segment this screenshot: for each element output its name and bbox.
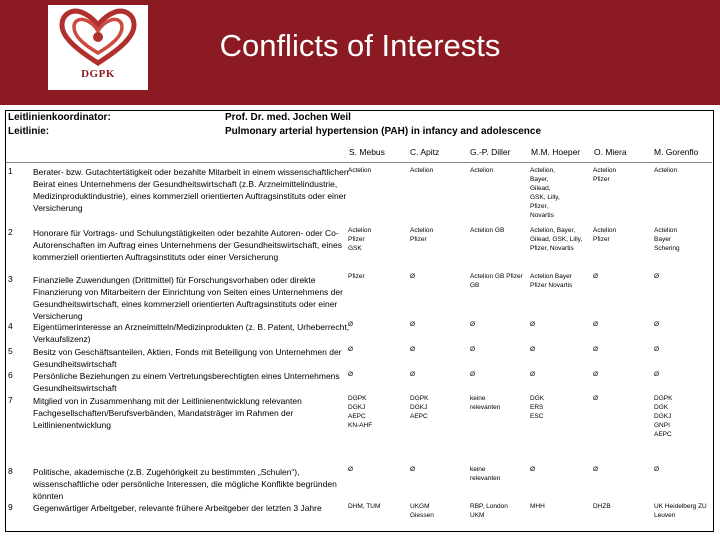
table-cell: Ø <box>530 346 536 353</box>
row-number: 2 <box>8 227 13 237</box>
row-number: 7 <box>8 395 13 405</box>
table-cell: Actelion Pfizer <box>593 167 617 183</box>
table-cell: Ø <box>470 346 476 353</box>
row-description: Finanzielle Zuwendungen (Drittmittel) für Forschungsvorhaben oder direkte Finanzierung von Mitarbeitern der Einrichtung von Seiten eines Unternehmens der Gesundheitswirtschaft, eines kommerziell orientierten Auftragsinstituts oder einer Versicherung <box>33 275 343 321</box>
table-cell: DHZB <box>593 503 611 510</box>
table-cell: DGPK DGK DGKJ GNPI AEPC <box>654 395 673 438</box>
column-header: M.M. Hoeper <box>531 147 581 157</box>
table-cell: Actelion Pfizer <box>593 227 617 243</box>
heart-logo-icon <box>48 5 148 67</box>
row-number: 5 <box>8 346 13 356</box>
column-header: M. Gorenflo <box>654 147 699 157</box>
row-number: 1 <box>8 166 13 176</box>
header-divider <box>6 162 712 163</box>
page-title: Conflicts of Interests <box>219 28 501 63</box>
row-number: 4 <box>8 321 13 331</box>
table-cell: Ø <box>348 346 354 353</box>
table-cell: Ø <box>410 371 416 378</box>
table-cell: Actelion Bayer Schering <box>654 227 680 252</box>
row-description: Eigentümerinteresse an Arzneimitteln/Medizinprodukten (z. B. Patent, Urheberrecht, Verkaufslizenz) <box>33 322 350 344</box>
table-cell: MHH <box>530 503 545 510</box>
table-cell: UK Heidelberg ZU Leuven <box>654 503 707 519</box>
table-cell: keine relevanten <box>470 395 501 411</box>
table-cell: Actelion Bayer Pfizer Novartis <box>530 273 573 289</box>
table-cell: Actelion GB Pfizer GB <box>470 273 523 289</box>
row-description: Mitglied von in Zusammenhang mit der Leitlinienentwicklung relevanten Fachgesellschaften/Berufsverbänden, Mandatsträger im Rahmen der Leitlinienentwicklung <box>33 396 302 430</box>
table-cell: Actelion, Bayer, Gilead, GSK, Lilly, Pfizer, Novartis <box>530 227 583 252</box>
row-number: 6 <box>8 370 13 380</box>
table-cell: Pfizer <box>348 273 365 280</box>
dgpk-logo <box>48 5 148 90</box>
table-cell: DGK ERS ESC <box>530 395 545 420</box>
table-cell: Ø <box>410 346 416 353</box>
column-header: S. Mebus <box>349 147 385 157</box>
row-number: 3 <box>8 274 13 284</box>
logo-text: DGPK <box>81 68 115 80</box>
row-description: Besitz von Geschäftsanteilen, Aktien, Fonds mit Beteiligung von Unternehmen der Gesundheitswirtschaft <box>33 347 342 369</box>
row-description: Gegenwärtiger Arbeitgeber, relevante frühere Arbeitgeber der letzten 3 Jahre <box>33 503 322 513</box>
table-cell: Ø <box>348 321 354 328</box>
table-cell: Actelion, Bayer, Gilead, GSK, Lilly, Pfizer, Novartis <box>530 167 560 219</box>
table-cell: DGPK DGKJ AEPC <box>410 395 429 420</box>
column-header: G.-P. Diller <box>470 147 511 157</box>
table-cell: Actelion Pfizer <box>410 227 434 243</box>
table-cell: Actelion GB <box>470 227 505 234</box>
row-description: Berater- bzw. Gutachtertätigkeit oder bezahlte Mitarbeit in einem wissenschaftlichen Beirat eines Unternehmens der Gesundheitswirtschaft (z.B. Arzneimittelindustrie, Medizinproduktindustrie), eines kommerziell orientierten Auftragsinstituts oder einer Versicherung <box>33 167 349 213</box>
table-cell: UKGM Giessen <box>410 503 434 519</box>
table-cell: Ø <box>410 321 416 328</box>
table-cell: Ø <box>530 371 536 378</box>
table-cell: Actelion <box>410 167 434 174</box>
row-description: Persönliche Beziehungen zu einem Vertretungsberechtigten eines Unternehmens Gesundheitswirtschaft <box>33 371 340 393</box>
table-cell: Ø <box>410 273 416 280</box>
coordinator-label: Leitlinienkoordinator: <box>8 112 111 123</box>
table-cell: Ø <box>654 273 660 280</box>
table-cell: DHM, TUM <box>348 503 381 510</box>
row-number: 9 <box>8 502 13 512</box>
table-cell: Ø <box>348 371 354 378</box>
row-description: Honorare für Vortrags- und Schulungstätigkeiten oder bezahlte Autoren- oder Co-Autorenschaften im Auftrag eines Unternehmens der Gesundheitswirtschaft, eines kommerziell orientierten Auftragsinstituts oder einer Versicherung <box>33 228 343 262</box>
table-cell: Actelion <box>470 167 494 174</box>
table-cell: Ø <box>593 466 599 473</box>
table-cell: Ø <box>654 346 660 353</box>
table-cell: Ø <box>654 321 660 328</box>
row-description: Politische, akademische (z.B. Zugehörigkeit zu bestimmten „Schulen“), wissenschaftliche oder persönliche Interessen, die mögliche Konflikte begründen könnten <box>33 467 337 501</box>
table-cell: Actelion <box>348 167 372 174</box>
table-cell: Actelion Pfizer GSK <box>348 227 372 252</box>
table-cell: Ø <box>593 273 599 280</box>
table-cell: Ø <box>654 466 660 473</box>
title-banner <box>0 0 720 105</box>
table-cell: Ø <box>593 371 599 378</box>
table-cell: Ø <box>410 466 416 473</box>
coordinator-value: Prof. Dr. med. Jochen Weil <box>225 112 351 123</box>
table-cell: Ø <box>530 466 536 473</box>
table-cell: keine relevanten <box>470 466 501 482</box>
table-cell: Ø <box>348 466 354 473</box>
table-cell: Ø <box>593 321 599 328</box>
row-number: 8 <box>8 466 13 476</box>
table-cell: Ø <box>593 395 599 402</box>
column-header: C. Apitz <box>410 147 440 157</box>
table-cell: Ø <box>530 321 536 328</box>
guideline-label: Leitlinie: <box>8 126 50 137</box>
table-cell: RBP, London UKM <box>470 503 508 519</box>
table-cell: Ø <box>654 371 660 378</box>
table-cell: DGPK DGKJ AEPC KN-AHF <box>348 395 373 429</box>
guideline-value: Pulmonary arterial hypertension (PAH) in infancy and adolescence <box>225 126 542 137</box>
table-cell: Ø <box>593 346 599 353</box>
column-header: O. Miera <box>594 147 627 157</box>
table-cell: Ø <box>470 371 476 378</box>
table-cell: Ø <box>470 321 476 328</box>
table-cell: Actelion <box>654 167 678 174</box>
